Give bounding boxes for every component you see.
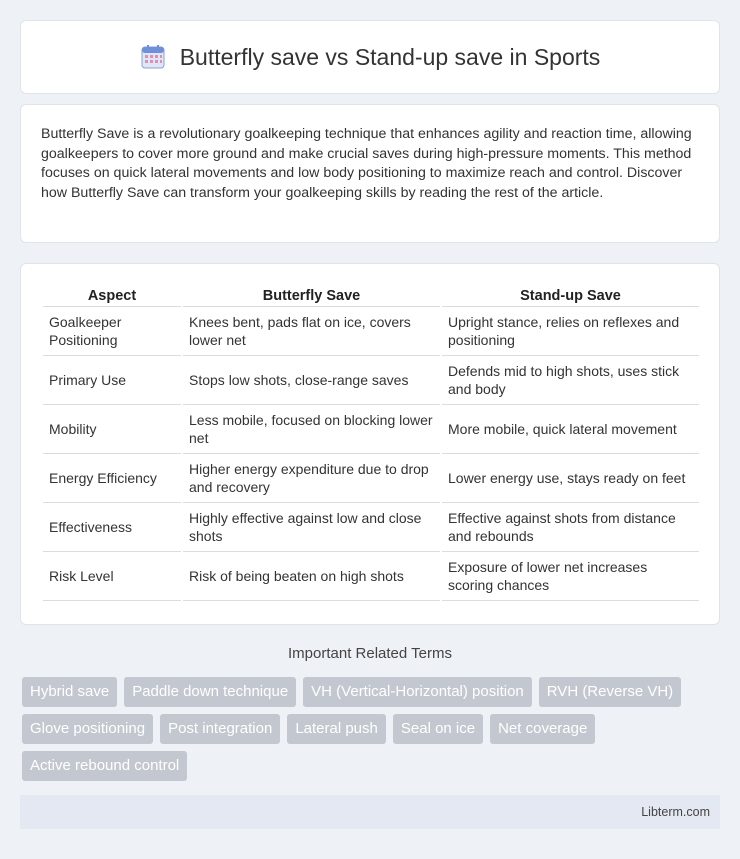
table-cell-standup: More mobile, quick lateral movement <box>442 405 699 454</box>
header-card <box>20 20 720 94</box>
table-cell-standup: Upright stance, relies on reflexes and positioning <box>442 307 699 356</box>
table-cell-butterfly: Higher energy expenditure due to drop and recovery <box>183 454 440 503</box>
tag-post-integration[interactable]: Post integration <box>160 714 280 744</box>
tag-vh-position[interactable]: VH (Vertical-Horizontal) position <box>303 677 532 707</box>
column-header-butterfly: Butterfly Save <box>183 284 440 307</box>
intro-card <box>20 104 720 243</box>
related-terms-title: Important Related Terms <box>288 645 452 662</box>
table-cell-standup: Effective against shots from distance and rebounds <box>442 503 699 552</box>
footer <box>20 795 720 829</box>
related-terms-tags <box>22 677 722 781</box>
table-cell-aspect: Primary Use <box>43 356 181 405</box>
table-row <box>43 454 699 503</box>
page-title: Butterfly save vs Stand-up save in Sports <box>179 43 601 70</box>
table-cell-standup: Defends mid to high shots, uses stick and body <box>442 356 699 405</box>
tag-paddle-down-technique[interactable]: Paddle down technique <box>124 677 296 707</box>
comparison-table <box>41 284 701 601</box>
table-cell-butterfly: Risk of being beaten on high shots <box>183 552 440 601</box>
tag-lateral-push[interactable]: Lateral push <box>287 714 386 744</box>
table-row <box>43 503 699 552</box>
title-wrap <box>140 44 601 71</box>
table-cell-aspect: Mobility <box>43 405 181 454</box>
table-header-row <box>43 284 699 307</box>
tag-seal-on-ice[interactable]: Seal on ice <box>393 714 483 744</box>
intro-text: Butterfly Save is a revolutionary goalkeeping technique that enhances agility and reaction time, allowing goalkeepers to cover more ground and make crucial saves during high-pressure moments. This method focuses on quick lateral movements and low body positioning to maximize reach and control. Discover how Butterfly Save can transform your goalkeeping skills by reading the rest of the article. <box>41 126 692 201</box>
comparison-card <box>20 263 720 625</box>
table-cell-aspect: Effectiveness <box>43 503 181 552</box>
table-cell-butterfly: Knees bent, pads flat on ice, covers lower net <box>183 307 440 356</box>
table-cell-butterfly: Less mobile, focused on blocking lower net <box>183 405 440 454</box>
tag-hybrid-save[interactable]: Hybrid save <box>22 677 117 707</box>
column-header-aspect: Aspect <box>43 284 181 307</box>
table-cell-aspect: Risk Level <box>43 552 181 601</box>
tag-active-rebound-control[interactable]: Active rebound control <box>22 751 187 781</box>
tag-glove-positioning[interactable]: Glove positioning <box>22 714 153 744</box>
tag-rvh[interactable]: RVH (Reverse VH) <box>539 677 681 707</box>
table-row <box>43 552 699 601</box>
column-header-standup: Stand-up Save <box>442 284 699 307</box>
table-cell-aspect: Goalkeeper Positioning <box>43 307 181 356</box>
table-cell-standup: Lower energy use, stays ready on feet <box>442 454 699 503</box>
table-cell-butterfly: Stops low shots, close-range saves <box>183 356 440 405</box>
table-row <box>43 307 699 356</box>
table-cell-standup: Exposure of lower net increases scoring chances <box>442 552 699 601</box>
tag-net-coverage[interactable]: Net coverage <box>490 714 595 744</box>
footer-site-link[interactable]: Libterm.com <box>641 805 710 819</box>
table-cell-aspect: Energy Efficiency <box>43 454 181 503</box>
table-row <box>43 356 699 405</box>
table-row <box>43 405 699 454</box>
calendar-icon <box>140 44 166 70</box>
table-cell-butterfly: Highly effective against low and close shots <box>183 503 440 552</box>
